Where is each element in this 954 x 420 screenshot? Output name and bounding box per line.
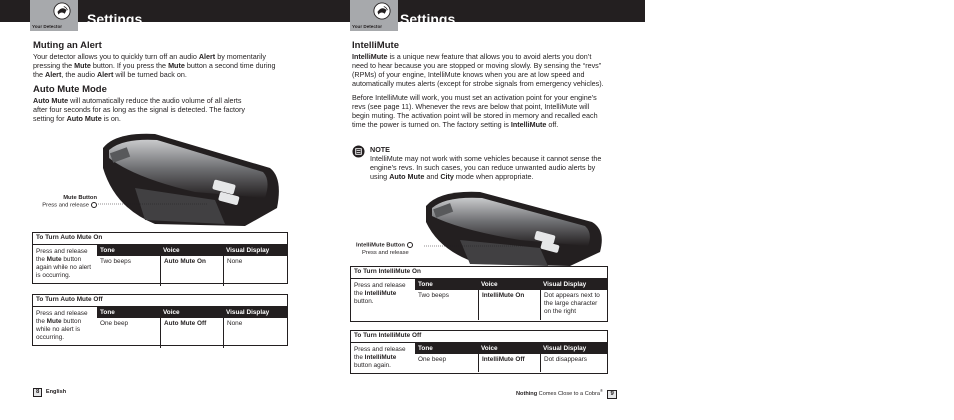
table-description: Press and release the IntelliMute button. (354, 282, 406, 305)
callout-dot-icon (407, 242, 413, 248)
table-row: Two beeps Auto Mute On None (97, 256, 287, 286)
col-tone: Tone (100, 246, 115, 254)
page-footer (516, 388, 617, 399)
muting-alert-heading: Muting an Alert (33, 40, 102, 51)
intellimute-p1: IntelliMute is a unique new feature that allows you to avoid alerts you don’t need to hear because you are stopped or moving slowly. By sensing the “revs” (RPMs) of your engine, IntelliMute knows when you are at low speed and automatically mutes alerts (except for strobe signals from emergency vehicles). (352, 52, 604, 88)
col-voice: Voice (163, 246, 180, 254)
radar-detector-icon (373, 2, 391, 20)
table-row: One beep IntelliMute Off Dot disappears (415, 354, 607, 372)
right-text-column (352, 40, 608, 134)
section-tab-label: Your Detector (32, 24, 63, 29)
page-header (0, 0, 320, 29)
intellimute-off-table (350, 330, 608, 374)
section-tab (30, 0, 78, 31)
table-caption: To Turn Auto Mute Off (33, 295, 287, 307)
page-number: 8 (33, 388, 42, 397)
intellimute-heading: IntelliMute (352, 40, 399, 51)
footer-trademark: ® (599, 388, 603, 393)
page-header (320, 0, 645, 29)
callout-title: IntelliMute Button (356, 242, 405, 249)
radar-detector-icon (53, 2, 71, 20)
section-tab (350, 0, 398, 31)
note-block (370, 145, 605, 181)
mute-button-callout (35, 195, 97, 210)
radar-detector-illustration (420, 188, 610, 268)
callout-line (424, 245, 529, 247)
footer-language: English (45, 389, 67, 395)
table-description: Press and release the IntelliMute button again. (354, 346, 406, 369)
callout-sub: Press and release (35, 202, 97, 210)
callout-sub: Press and release (362, 249, 409, 256)
page-title: Settings (400, 11, 456, 27)
table-header-row: Tone Voice Visual Display (415, 343, 607, 354)
table-row: One beep Auto Mute Off None (97, 318, 287, 348)
table-row: Two beeps IntelliMute On Dot appears next to the large character on the right (415, 290, 607, 320)
note-icon (352, 145, 365, 158)
right-page (320, 0, 645, 420)
muting-alert-text: Your detector allows you to quickly turn off an audio Alert by momentarily pressing the Mute button. If you press the Mute button a second time during the Alert, the audio Alert will be turned back on. (33, 52, 276, 79)
table-description: Press and release the Mute button while no alert is occurring. (36, 310, 88, 341)
callout-dot-icon (91, 202, 97, 208)
footer-tagline-bold: Nothing (516, 390, 538, 397)
auto-mute-off-table (32, 294, 288, 346)
table-header-row: Tone Voice Visual Display (97, 307, 287, 318)
note-label: NOTE (370, 145, 390, 154)
callout-line (98, 203, 208, 205)
table-caption: To Turn IntelliMute Off (351, 331, 607, 343)
table-description: Press and release the Mute button again while no alert is occurring. (36, 248, 92, 279)
note-text: IntelliMute may not work with some vehicles because it cannot sense the engine’s revs. In such cases, you can reduce unwanted audio alerts by using Auto Mute and City mode when appropriate. (370, 154, 602, 181)
intellimute-button-callout (356, 242, 424, 257)
page-number: 9 (607, 390, 616, 399)
left-text-column (33, 40, 283, 128)
auto-mute-on-table (32, 232, 288, 284)
intellimute-on-table (350, 266, 608, 322)
auto-mute-heading: Auto Mute Mode (33, 84, 107, 95)
footer-tagline: Comes Close to a Cobra (537, 390, 600, 397)
page-title: Settings (87, 11, 143, 27)
table-caption: To Turn Auto Mute On (33, 233, 287, 245)
table-header-row (97, 245, 287, 256)
intellimute-p2: Before IntelliMute will work, you must set an activation point for your engine’s revs (see page 11). Whenever the revs are below that point, IntelliMute will begin muting. The activation point will be stored in memory and recalled each time the power is turned on. The factory setting is IntelliMute off. (352, 93, 598, 129)
callout-title: Mute Button (63, 195, 97, 201)
left-page (0, 0, 320, 420)
table-header-row: Tone Voice Visual Display (415, 279, 607, 290)
col-visual-display: Visual Display (226, 246, 270, 254)
auto-mute-text: Auto Mute will automatically reduce the audio volume of all alerts after four seconds for as long as the signal is detected. The factory setting for Auto Mute is on. (33, 96, 246, 123)
page-footer (33, 388, 66, 397)
radar-detector-illustration (95, 128, 285, 230)
section-tab-label: Your Detector (352, 24, 383, 29)
table-caption: To Turn IntelliMute On (351, 267, 607, 279)
